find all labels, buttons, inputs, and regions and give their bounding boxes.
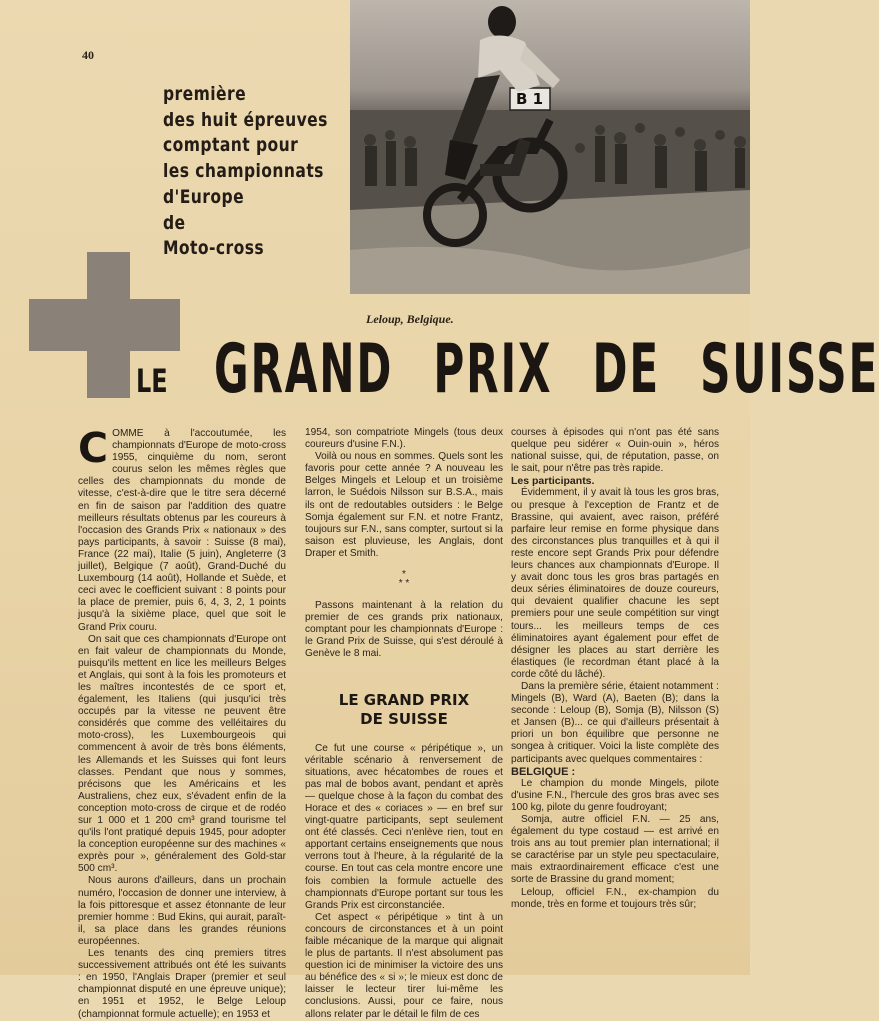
main-title [136,330,879,410]
title-le: LE [136,362,168,400]
motocross-rider-illustration [350,0,750,294]
drop-cap: C [78,424,109,472]
title-grand-prix-de-suisse: GRAND PRIX DE SUISSE [214,330,879,409]
article-paragraph: Les tenants des cinq premiers titres successivement attribués ont été les suivants : en 1950, l'Anglais Draper (premier et seul championnat disputé en une épreuve unique); en 1951 et 1952, le Belge Leloup (championnat formule actuelle); en 1953 et [78,948,286,1020]
page-number: 40 [82,48,94,62]
bib-number: B 1 [516,90,544,108]
article-paragraph: Dans la première série, étaient notamment : Mingels (B), Ward (A), Baeten (B); dans la seconde : Leloup (B), Somja (B), Nilsson (S) et Jansen (B)... ce qui d'ailleurs présentait à priori un bon équilibre que personne ne songea à critiquer. Voici la liste complète des participants avec quelques commentaires : [511,680,719,765]
headline-line: Moto-cross [163,237,265,260]
article-paragraph: Somja, autre officiel F.N. — 25 ans, également du type costaud — est arrivé en trois ans au tout premier plan international; il se caractérise par un style peu spectaculaire, mais extraordinairement efficace c'est une sorte de Brassine du grand moment; [511,814,719,886]
article-paragraph: Évidemment, il y avait là tous les gros bras, ou presque à l'exception de Frantz et de Brassine, qui avaient, avec raison, préféré parfaire leur remise en forme physique dans des circonstances plus tranquilles et à qui il reste encore sept Grands Prix pour défendre leurs chances aux championnats d'Europe. Il y avait donc tous les gros bras partagés en deux séries éliminatoires de douze coureurs, qui devaient qualifier chacune les sept premiers pour une seule compétition sur vingt tours... les meilleurs temps de ces éliminatoires ayant également pour effet de désigner les places au start derrière les élastiques (le recordman étant placé à la corde côté du lâché). [511,487,719,680]
article-column-1 [78,424,286,1021]
article-column-3 [511,427,719,911]
article-paragraph: courses à épisodes qui n'ont pas été sans quelque peu sidérer « Ouin-ouin », héros national suisse, qui, de réputation, passe, on le sait, pour n'être pas très rapide. [511,427,719,475]
section-title: LE GRAND PRIX DE SUISSE [338,690,470,728]
headline [163,82,328,262]
asterism: * * * [398,569,410,590]
article-paragraph: COMME à l'accoutumée, les championnats d'Europe de moto-cross 1955, cinquième du nom, seront courus selon les mêmes règles que celles des championnats du monde de vitesse, c'est-à-dire que le titre sera décerné en fin de saison par l'addition des quatre meilleurs résultats obtenus par les coureurs à l'occasion des Grands Prix « nationaux » des pays participants, à savoir : Suisse (8 mai), France (22 mai), Italie (5 juin), Angleterre (3 juillet), Belgique (7 août), Grand-Duché du Luxembourg (14 août), Hollande et Suède, et ceci avec le coefficient suivant : 8 points pour la place de premier, puis 6, 4, 3, 2, 1 points jusqu'à la sixième place, quel que soit le Grand Prix couru. [78,424,286,633]
subhead-participants: Les participants. [511,475,595,488]
headline-line: les championnats [163,160,324,183]
article-paragraph: Cet aspect « péripétique » tint à un concours de circonstances et à un point faible mécanique de la marque qui alignait le plus de partants. Il n'est absolument pas question ici de minimiser la victoire des uns au bénéfice des « si »; le mieux est donc de laisser le lecteur tirer lui-même les conclusions. Aussi, pour ce faire, nous allons relater par le détail le film de ces [305,911,503,1020]
article-paragraph: On sait que ces championnats d'Europe ont en fait valeur de championnats du Monde, puisqu'ils mettent en lice les meilleurs Belges et Anglais, qui sont à la fois les promoteurs et les maîtres incontestés de ce sport et, également, les Italiens (qui jusqu'ici très occupés par la vitesse ne peuvent être considérés que comme des velléitaires du moto-cross), les Luxembourgeois qui commencent à avoir de très bons éléments, les Allemands et les Suisses qui font leurs classes. Pendant que nous y sommes, précisons que les Américains et les Australiens, chez eux, s'évadent enfin de la conception moto-cross de cirque et de rodéo sur 1 000 et 1 200 cm³ grand tourisme tel qu'ils l'ont pratiqué depuis 1945, pour adopter la conception européenne sur des machines « exprès pour », généralement des Gold-star 500 cm³. [78,633,286,875]
article-column-2 [305,427,503,1021]
subhead-belgique: BELGIQUE : [511,765,576,778]
article-paragraph: Leloup, officiel F.N., ex-champion du monde, très en forme et toujours très sûr; [511,886,719,910]
headline-line: de [163,211,186,234]
headline-line: des huit épreuves [163,108,328,131]
article-paragraph: Voilà ou nous en sommes. Quels sont les favoris pour cette année ? A nouveau les Belges Mingels et Leloup et un troisième larron, le Suédois Nilsson sur B.S.A., mais ils ont de redoutables outsiders : le Belge Somja également sur F.N. et notre Frantz, toujours sur F.N., sans compter, surtout si la saison est pluvieuse, les Anglais, dont Draper et Smith. [305,451,503,559]
photo-caption: Leloup, Belgique. [366,312,454,326]
headline-line: première [163,83,247,105]
article-paragraph: 1954, son compatriote Mingels (tous deux coureurs d'usine F.N.). [305,427,503,451]
motocross-photo [350,0,750,294]
headline-line: comptant pour [163,134,299,157]
article-paragraph: Nous aurons d'ailleurs, dans un prochain numéro, l'occasion de donner une interview, à la fois pittoresque et assez étonnante de leur premier homme : Bud Ekins, qui aurait, paraît-il, sa place dans les grandes réunions européennes. [78,875,286,947]
article-paragraph: Ce fut une course « péripétique », un véritable scénario à renversement de situations, avec hécatombes de roues et pas mal de bobos avant, pendant et après — quelque chose à la façon du combat des Horace et des « coriaces » — en bref sur vingt-quatre participants, sept seulement ont été classés. Ceci n'enlève rien, tout en apportant certains enseignements que nous verrons tout à l'heure, à la régularité de la course. En tout cas cela montre encore une fois combien la formule actuelle des championnats d'Europe portant sur tous les Grands Prix est circonstanciée. [305,742,503,911]
article-paragraph: Passons maintenant à la relation du premier de ces grands prix nationaux, comptant pour les championnats d'Europe : le Grand Prix de Suisse, qui s'est déroulé à Genève le 8 mai. [305,600,503,660]
headline-line: d'Europe [163,185,245,208]
article-paragraph: Le champion du monde Mingels, pilote d'usine F.N., l'hercule des gros bras avec ses 100 kg, pilote du genre foudroyant; [511,777,719,813]
